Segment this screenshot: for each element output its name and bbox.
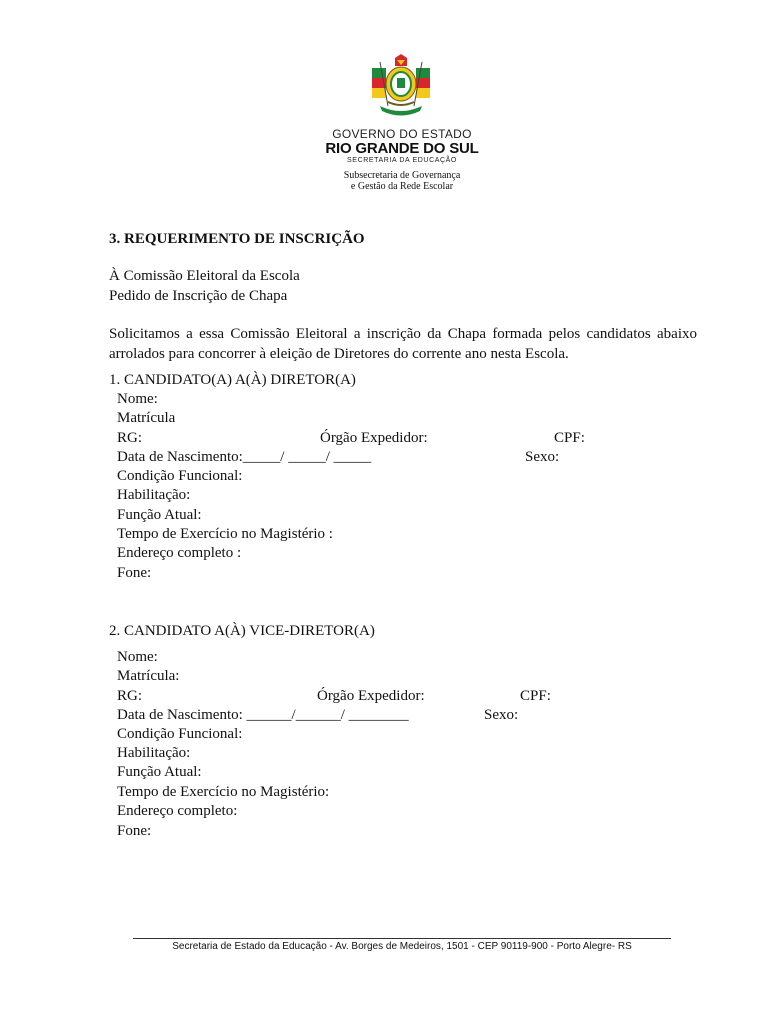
footer-divider: [133, 938, 671, 939]
document-title: 3. REQUERIMENTO DE INSCRIÇÃO: [109, 231, 365, 247]
candidate-2-endereco-label: Endereço completo:: [117, 803, 238, 819]
candidate-2-nome-label: Nome:: [117, 649, 158, 665]
candidate-1-nascimento-label: Data de Nascimento:_____/ _____/ _____: [117, 449, 372, 465]
candidate-2-condicao-label: Condição Funcional:: [117, 726, 243, 742]
candidate-2-matricula-label: Matrícula:: [117, 668, 180, 684]
footer-address: Secretaria de Estado da Educação - Av. Borges de Medeiros, 1501 - CEP 90119-900 - Porto Alegre- RS: [172, 941, 632, 952]
candidate-2-fone-label: Fone:: [117, 823, 152, 839]
candidate-1-sexo-label: Sexo:: [525, 449, 560, 465]
addressee-line-1: À Comissão Eleitoral da Escola: [109, 268, 300, 284]
gov-line-1: GOVERNO DO ESTADO: [332, 127, 472, 141]
candidate-2-tempo-label: Tempo de Exercício no Magistério:: [117, 784, 330, 800]
candidate-1-habilitacao-label: Habilitação:: [117, 487, 191, 503]
candidate-1-nome-label: Nome:: [117, 391, 158, 407]
candidate-1-fone-label: Fone:: [117, 565, 152, 581]
addressee-line-2: Pedido de Inscrição de Chapa: [109, 288, 288, 304]
candidate-1-tempo-label: Tempo de Exercício no Magistério :: [117, 526, 333, 542]
subsecretaria-line-2: e Gestão da Rede Escolar: [350, 181, 454, 192]
candidate-2-nascimento-label: Data de Nascimento: ______/______/ ________: [117, 707, 409, 723]
candidate-1-heading: 1. CANDIDATO(A) A(À) DIRETOR(A): [109, 372, 356, 388]
gov-line-2: RIO GRANDE DO SUL: [325, 140, 479, 157]
request-paragraph: Solicitamos a essa Comissão Eleitoral a inscrição da Chapa formada pelos candidatos abaixo arrolados para concorrer à eleição de Diretores do corrente ano nesta Escola.: [109, 326, 697, 362]
candidate-2-sexo-label: Sexo:: [484, 707, 519, 723]
candidate-1-orgao-label: Órgão Expedidor:: [320, 430, 428, 446]
candidate-2-funcao-label: Função Atual:: [117, 764, 202, 780]
candidate-2-cpf-label: CPF:: [520, 688, 551, 704]
coat-of-arms-logo: [366, 54, 436, 118]
candidate-1-endereco-label: Endereço completo :: [117, 545, 242, 561]
candidate-2-orgao-label: Órgão Expedidor:: [317, 688, 425, 704]
candidate-2-rg-label: RG:: [117, 688, 143, 704]
candidate-2-habilitacao-label: Habilitação:: [117, 745, 191, 761]
candidate-1-cpf-label: CPF:: [554, 430, 585, 446]
candidate-2-heading: 2. CANDIDATO A(À) VICE-DIRETOR(A): [109, 623, 375, 639]
subsecretaria-line-1: Subsecretaria de Governança: [343, 170, 461, 181]
candidate-1-funcao-label: Função Atual:: [117, 507, 202, 523]
gov-line-3: SECRETARIA DA EDUCAÇÃO: [347, 157, 457, 164]
candidate-1-condicao-label: Condição Funcional:: [117, 468, 243, 484]
candidate-1-rg-label: RG:: [117, 430, 143, 446]
candidate-1-matricula-label: Matrícula: [117, 410, 176, 426]
